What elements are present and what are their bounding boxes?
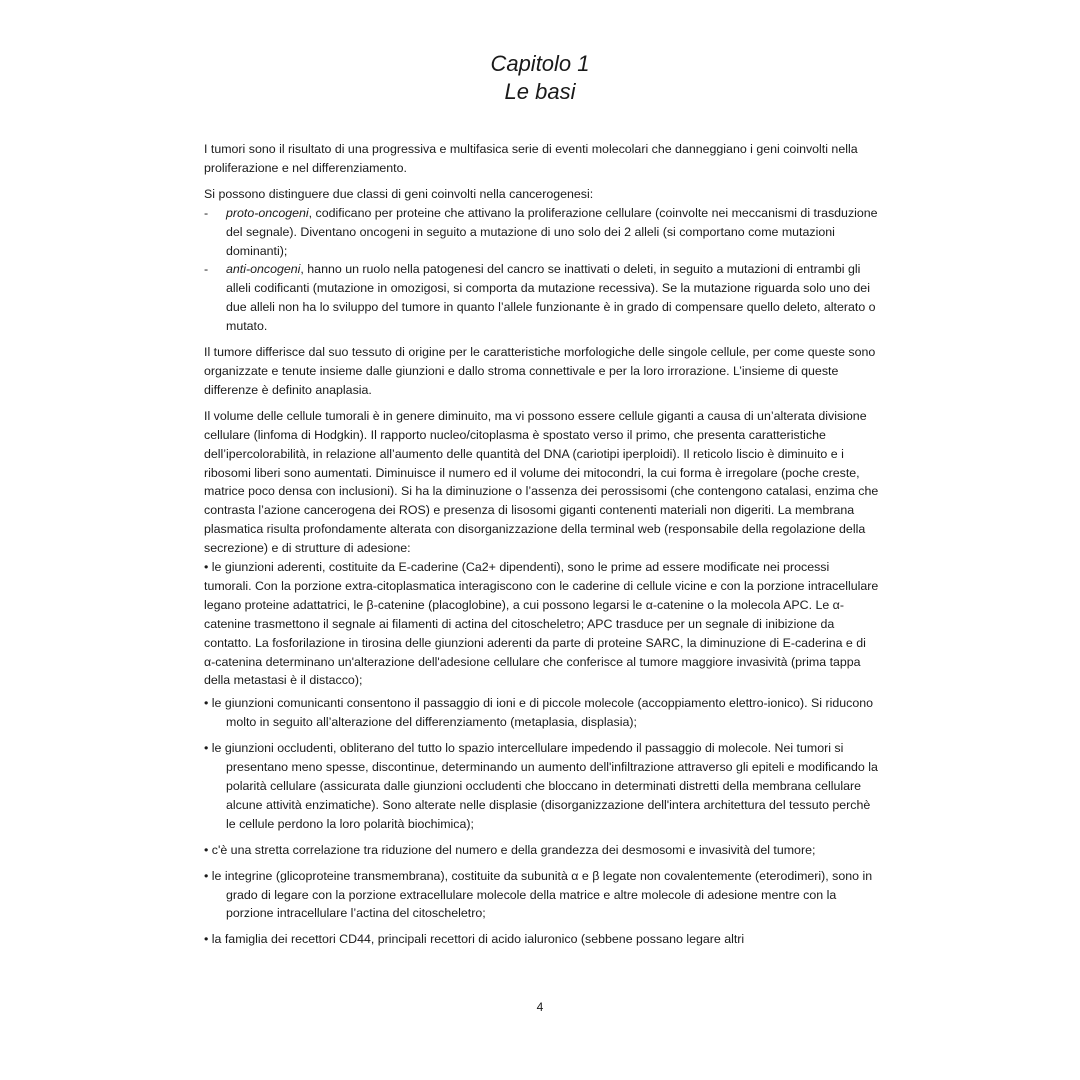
- body-text: [204, 140, 880, 956]
- page-number: 4: [536, 1000, 544, 1014]
- bullet-cd44: • la famiglia dei recettori CD44, principali recettori di acido ialuronico (sebbene possano legare altri: [204, 932, 745, 947]
- chapter-title: Le basi: [504, 79, 576, 104]
- bullet-integrine: • le integrine (glicoproteine transmembrana), costituite da subunità α e β legate non covalentemente (eterodimeri), sono in grado di legare con la porzione extracellulare molecole della matrice e altre molecole di adesione mentre con la porzione intracellulare l’actina del citoscheletro;: [204, 868, 873, 921]
- term-anti-oncogeni: anti-oncogeni: [226, 262, 301, 277]
- list-item-text: , hanno un ruolo nella patogenesi del cancro se inattivati o deleti, in seguito a mutazioni di entrambi gli alleli codificanti (mutazione in omozigosi, si comporta da mutazione recessiva). Se la mutazione riguarda solo uno dei due alleli non ha lo sviluppo del tumore in quanto l’allele funzionante è in grado di compensare quello deleto, alterato o mutato.: [226, 262, 876, 334]
- junction-bullet-list: [204, 558, 880, 949]
- paragraph-gene-classes: Si possono distinguere due classi di geni coinvolti nella cancerogenesi:: [204, 186, 594, 201]
- paragraph-intro: I tumori sono il risultato di una progressiva e multifasica serie di eventi molecolari che danneggiano i geni coinvolti nella proliferazione e nel differenziamento.: [204, 142, 858, 175]
- bullet-giunzioni-occludenti: • le giunzioni occludenti, obliterano del tutto lo spazio intercellulare impedendo il passaggio di molecole. Nei tumori si presentano meno spesse, discontinue, determinando un aumento dell'infiltrazione attraverso gli epiteli e modificando la polarità cellulare (assicurata dalle giunzioni occludenti che bloccano in determinati distretti della membrana cellulare alcune attività enzimatiche). Sono alterate nelle displasie (disorganizzazione dell'intera architettura del tessuto perchè le cellule perdono la loro polarità biochimica);: [204, 741, 878, 831]
- list-item-anti-oncogeni: [204, 260, 880, 336]
- dash-marker: -: [204, 262, 209, 277]
- gene-class-list: [204, 204, 880, 336]
- paragraph-cell-volume: Il volume delle cellule tumorali è in genere diminuito, ma vi possono essere cellule giganti a causa di un’alterata divisione cellulare (linfoma di Hodgkin). Il rapporto nucleo/citoplasma è spostato verso il primo, che presenta caratteristiche dell’ipercolorabilità, in relazione all’aumento delle quantità del DNA (cariotipi iperploidi). Il reticolo liscio è diminuito e i ribosomi liberi sono aumentati. Diminuisce il numero ed il volume dei mitocondri, la cui forma è irregolare (poche creste, matrice poco densa con inclusioni). Si ha la diminuzione o l’assenza dei perossisomi (che contengono catalasi, enzima che contrasta l’azione cancerogena dei ROS) e presenza di lisosomi giganti contenenti materiali non digeriti. La membrana plasmatica risulta profondamente alterata con disorganizzazione della terminal web (responsabile della regolazione della secrezione) e di strutture di adesione:: [204, 408, 879, 556]
- bullet-giunzioni-comunicanti: • le giunzioni comunicanti consentono il passaggio di ioni e di piccole molecole (accoppiamento elettro-ionico). Si riducono molto in seguito all’alterazione del differenziamento (metaplasia, displasia);: [204, 696, 873, 730]
- list-item-text: , codificano per proteine che attivano la proliferazione cellulare (coinvolte nei meccanismi di trasduzione del segnale). Diventano oncogeni in seguito a mutazione di uno solo dei 2 alleli (si comportano come mutazioni dominanti);: [226, 205, 878, 258]
- chapter-number: Capitolo 1: [490, 51, 590, 76]
- dash-marker: -: [204, 205, 209, 220]
- list-item-proto-oncogeni: [204, 204, 880, 261]
- paragraph-anaplasia: Il tumore differisce dal suo tessuto di origine per le caratteristiche morfologiche delle singole cellule, per come queste sono organizzate e tenute insieme dalle giunzioni e dallo stroma connettivale e per la loro irrorazione. L’insieme di queste differenze è definito anaplasia.: [204, 345, 876, 397]
- bullet-desmosomi: • c'è una stretta correlazione tra riduzione del numero e della grandezza dei desmosomi e invasività del tumore;: [204, 842, 816, 857]
- term-proto-oncogeni: proto-oncogeni: [226, 205, 309, 220]
- bullet-giunzioni-aderenti: • le giunzioni aderenti, costituite da E-caderine (Ca2+ dipendenti), sono le prime ad essere modificate nei processi tumorali. Con la porzione extra-citoplasmatica interagiscono con le caderine di cellule vicine e con la porzione intracellulare legano proteine adattatrici, le β-catenine (placoglobine), a cui possono legarsi le α-catenine o la molecola APC. Le α-catenine trasmettono il segnale ai filamenti di actina del citoscheletro; APC trasduce per un segnale di inibizione da contatto. La fosforilazione in tirosina delle giunzioni aderenti da parte di proteine SARC, la diminuzione di E-caderina e di α-catenina determinano un'alterazione dell'adesione cellulare che conferisce al tumore maggiore invasività (prima tappa della metastasi è il distacco);: [204, 560, 879, 688]
